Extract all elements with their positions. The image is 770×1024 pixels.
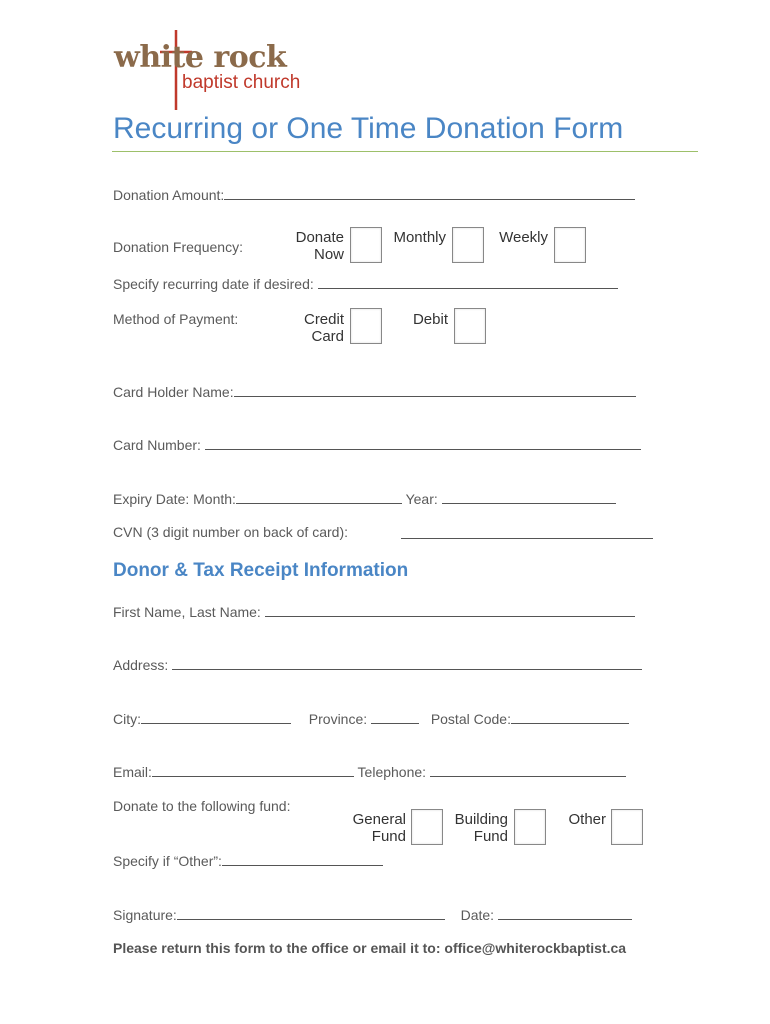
method-of-payment-label: Method of Payment: [113,311,239,327]
church-logo [112,28,312,112]
debit-label: Debit [412,311,448,328]
signature-field[interactable] [177,905,445,920]
first-last-row [113,602,635,620]
monthly-label: Monthly [393,229,446,246]
logo-subtitle: baptist church [182,72,301,93]
option-donate-now [284,229,344,263]
date-label: Date: [460,907,495,923]
page-title: Recurring or One Time Donation Form [113,112,624,145]
telephone-field[interactable] [430,762,626,777]
monthly-checkbox[interactable] [452,227,484,263]
card-number-label: Card Number: [113,437,201,453]
donor-section-heading: Donor & Tax Receipt Information [113,560,409,581]
general-fund-line2: Fund [371,828,406,845]
donate-now-checkbox[interactable] [350,227,382,263]
card-holder-label: Card Holder Name: [113,384,234,400]
weekly-label: Weekly [499,229,548,246]
option-general-fund [338,811,406,845]
other-fund-checkbox[interactable] [611,809,643,845]
recurring-date-label: Specify recurring date if desired: [113,276,314,292]
logo-wordmark: white rock [114,40,287,75]
option-monthly [386,229,446,246]
card-number-row [113,435,641,453]
card-holder-field[interactable] [234,382,636,397]
specify-other-field[interactable] [222,851,383,866]
return-note: Please return this form to the office or email it to: office@whiterockbaptist.ca [113,940,627,956]
cvn-label: CVN (3 digit number on back of card): [113,524,348,540]
card-holder-row [113,382,636,400]
expiry-month-label: Expiry Date: Month: [113,491,236,507]
first-last-field[interactable] [265,602,635,617]
signature-row [113,905,632,923]
donate-now-line2: Now [313,246,344,263]
email-label: Email: [113,764,152,780]
cvn-field[interactable] [401,524,653,539]
weekly-checkbox[interactable] [554,227,586,263]
donation-frequency-label: Donation Frequency: [113,239,243,255]
province-label: Province: [308,711,368,727]
city-row [113,709,629,727]
donation-amount-field[interactable] [224,185,635,200]
fund-label: Donate to the following fund: [113,798,291,814]
address-field[interactable] [172,655,642,670]
donate-now-line1: Donate [295,229,344,246]
donation-amount-label: Donation Amount: [113,187,225,203]
option-debit [388,311,448,328]
credit-card-checkbox[interactable] [350,308,382,344]
option-building-fund [440,811,508,845]
option-weekly [488,229,548,246]
city-field[interactable] [141,709,291,724]
building-fund-line2: Fund [473,828,508,845]
debit-checkbox[interactable] [454,308,486,344]
option-credit-card [284,311,344,345]
first-last-label: First Name, Last Name: [113,604,261,620]
expiry-year-field[interactable] [442,489,616,504]
option-other-fund [538,811,606,828]
email-field[interactable] [152,762,354,777]
address-row [113,655,642,673]
credit-card-line1: Credit [303,311,344,328]
telephone-label: Telephone: [357,764,427,780]
expiry-row [113,489,616,507]
expiry-month-field[interactable] [236,489,402,504]
specify-other-row [113,851,383,869]
province-field[interactable] [371,709,419,724]
other-fund-label: Other [568,811,606,828]
recurring-date-row [113,274,618,292]
donation-amount-row [113,185,635,203]
city-label: City: [113,711,141,727]
specify-other-label: Specify if “Other”: [113,853,222,869]
date-field[interactable] [498,905,632,920]
title-rule [112,151,698,152]
postal-code-field[interactable] [511,709,629,724]
signature-label: Signature: [113,907,177,923]
address-label: Address: [113,657,169,673]
general-fund-checkbox[interactable] [411,809,443,845]
email-row [113,762,626,780]
recurring-date-field[interactable] [318,274,618,289]
card-number-field[interactable] [205,435,641,450]
general-fund-line1: General [352,811,406,828]
expiry-year-label: Year: [405,491,438,507]
postal-code-label: Postal Code: [430,711,511,727]
credit-card-line2: Card [311,328,344,345]
building-fund-line1: Building [454,811,508,828]
